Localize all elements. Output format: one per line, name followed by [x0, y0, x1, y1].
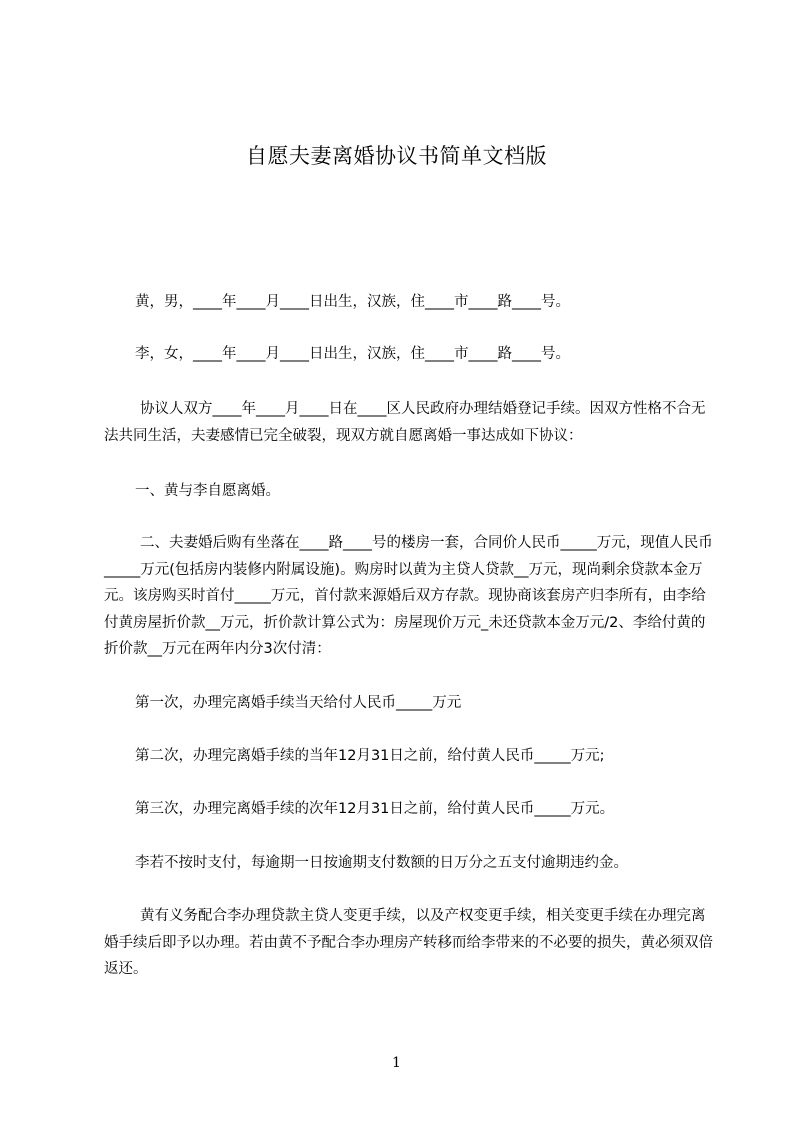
party-wife-info: 李，女，____年____月____日出生，汉族，住____市____路____号。: [135, 346, 570, 362]
transfer-cooperation-clause: 黄有义务配合李办理贷款主贷人变更手续，以及产权变更手续，相关变更手续在办理完离婚手续后即予以办理。若由黄不予配合李办理房产转移而给李带来的不必要的损失，黄必须双倍返还。: [104, 908, 713, 977]
payment-third-installment: 第三次，办理完离婚手续的次年12月31日之前，给付黄人民币_____万元。: [135, 801, 615, 817]
late-payment-penalty: 李若不按时支付，每逾期一日按逾期支付数额的日万分之五支付逾期违约金。: [135, 855, 628, 871]
payment-first-installment: 第一次，办理完离婚手续当天给付人民币_____万元: [135, 695, 462, 711]
page-number: 1: [392, 1055, 401, 1071]
clause-one: 一、黄与李自愿离婚。: [135, 483, 280, 499]
payment-second-installment: 第二次，办理完离婚手续的当年12月31日之前，给付黄人民币_____万元;: [135, 748, 605, 764]
party-husband-info: 黄，男，____年____月____日出生，汉族，住____市____路____号。: [135, 294, 570, 310]
clause-two-property: 二、夫妻婚后购有坐落在____路____号的楼房一套，合同价人民币_____万元，现值人民币_____万元(包括房内装修内附属设施)。购房时以黄为主贷人贷款__万元，现尚剩余贷款本金万元。该房购买时首付_____万元，首付款来源婚后双方存款。现协商该套房产归李所有，由李给付黄房屋折价款__万元，折价款计算公式为：房屋现价万元_未还贷款本金万元/2、李给付黄的折价款__万元在两年内分3次付清：: [104, 535, 713, 657]
agreement-preamble: 协议人双方____年____月____日在____区人民政府办理结婚登记手续。因双方性格不合无法共同生活，夫妻感情已完全破裂，现双方就自愿离婚一事达成如下协议：: [104, 401, 706, 444]
document-title: 自愿夫妻离婚协议书简单文档版: [246, 144, 547, 168]
